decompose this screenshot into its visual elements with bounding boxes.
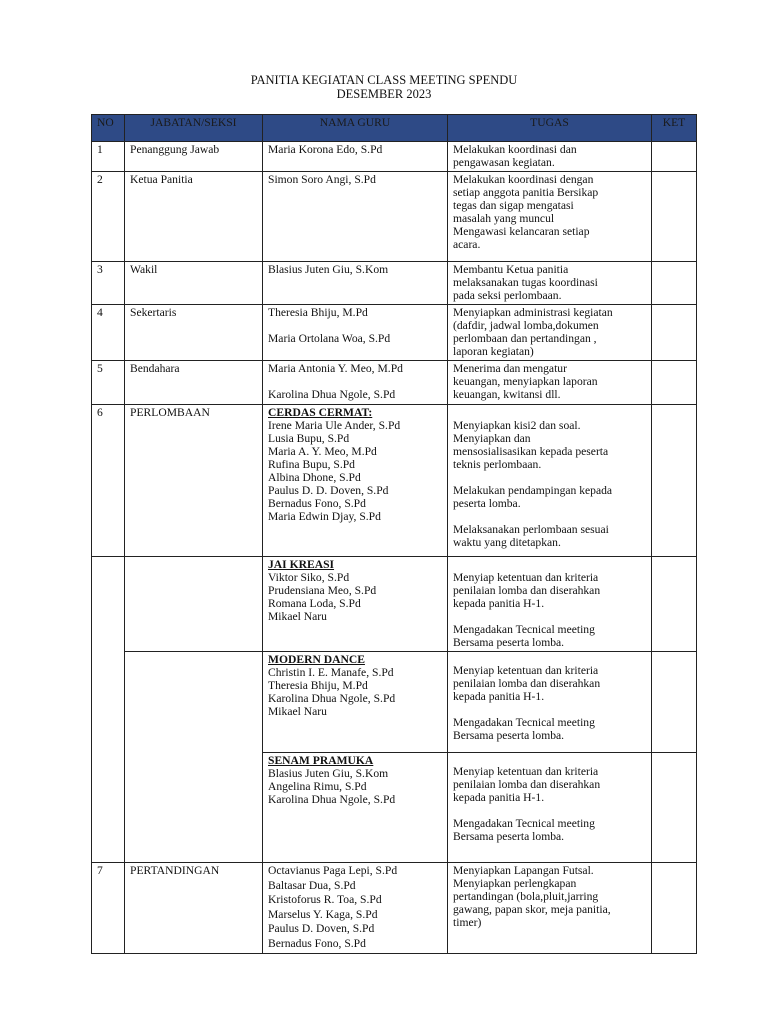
task-line: Menyiap ketentuan dan kriteria <box>453 571 599 584</box>
task-line: melaksanakan tugas koordinasi <box>453 276 598 289</box>
row-tasks <box>448 652 652 753</box>
header-tugas: TUGAS <box>448 115 652 142</box>
task-line: mensosialisasikan kepada peserta <box>453 445 609 458</box>
table-row <box>92 863 697 954</box>
teacher-name: Paulus D. D. Doven, S.Pd <box>268 484 389 497</box>
row-no: 6 <box>92 405 125 557</box>
header-ket: KET <box>652 115 697 142</box>
teacher-name: Viktor Siko, S.Pd <box>268 571 350 584</box>
task-line: Bersama peserta lomba. <box>453 729 565 742</box>
table-row <box>92 172 697 262</box>
task-line: kepada panitia H-1. <box>453 597 545 610</box>
row-ket <box>652 557 697 652</box>
task-line: Membantu Ketua panitia <box>453 263 569 276</box>
row-tasks <box>448 262 652 305</box>
row-ket <box>652 652 697 753</box>
row-ket <box>652 753 697 863</box>
row-tasks <box>448 142 652 172</box>
document-title: PANITIA KEGIATAN CLASS MEETING SPENDU <box>250 73 518 87</box>
teacher-name: Marselus Y. Kaga, S.Pd <box>268 907 378 921</box>
row-tasks <box>448 405 652 557</box>
task-line: Mengadakan Tecnical meeting <box>453 817 595 830</box>
task-line: (dafdir, jadwal lomba,dokumen <box>453 319 599 332</box>
teacher-name: Mikael Naru <box>268 610 327 623</box>
row-names <box>263 753 448 863</box>
teacher-name: Prudensiana Meo, S.Pd <box>268 584 377 597</box>
teacher-name: Blasius Juten Giu, S.Kom <box>268 263 389 276</box>
table-row <box>92 361 697 405</box>
teacher-name: Blasius Juten Giu, S.Kom <box>268 767 389 780</box>
table-row <box>92 557 697 652</box>
task-line: Menyiapkan Lapangan Futsal. <box>453 864 594 877</box>
task-line: setiap anggota panitia Bersikap <box>453 186 599 199</box>
header-nama-guru: NAMA GURU <box>263 115 448 142</box>
row-no-empty <box>92 753 125 863</box>
teacher-name: Mikael Naru <box>268 705 327 718</box>
task-line: kepada panitia H-1. <box>453 690 545 703</box>
teacher-name: Karolina Dhua Ngole, S.Pd <box>268 388 396 401</box>
task-line: laporan kegiatan) <box>453 345 534 358</box>
teacher-name: Maria Antonia Y. Meo, M.Pd <box>268 362 403 375</box>
table-row <box>92 753 697 863</box>
teacher-name: Baltasar Dua, S.Pd <box>268 878 356 892</box>
teacher-name: Rufina Bupu, S.Pd <box>268 458 355 471</box>
task-line: Menerima dan mengatur <box>453 362 567 375</box>
table-row <box>92 652 697 753</box>
row-role: Wakil <box>125 262 263 305</box>
row-role: PERTANDINGAN <box>125 863 263 954</box>
task-line: Menyiapkan kisi2 dan soal. <box>453 419 581 432</box>
task-line: masalah yang muncul <box>453 212 555 225</box>
teacher-name: Bernadus Fono, S.Pd <box>268 936 366 950</box>
task-line: pertandingan (bola,pluit,jarring <box>453 890 599 903</box>
row-role-empty <box>125 652 263 753</box>
teacher-name: Theresia Bhiju, M.Pd <box>268 679 368 692</box>
row-names <box>263 172 448 262</box>
row-no-empty <box>92 557 125 652</box>
row-role-empty <box>125 753 263 863</box>
row-tasks <box>448 361 652 405</box>
table-row <box>92 262 697 305</box>
task-line: Bersama peserta lomba. <box>453 636 565 649</box>
row-no: 5 <box>92 361 125 405</box>
task-line: Menyiap ketentuan dan kriteria <box>453 765 599 778</box>
row-no: 2 <box>92 172 125 262</box>
group-heading: CERDAS CERMAT: <box>268 406 373 419</box>
task-line: Menyiapkan administrasi kegiatan <box>453 306 613 319</box>
group-heading: JAI KREASI <box>268 558 335 571</box>
row-ket <box>652 172 697 262</box>
teacher-name: Albina Dhone, S.Pd <box>268 471 361 484</box>
task-line: Mengadakan Tecnical meeting <box>453 716 595 729</box>
row-role: Sekertaris <box>125 305 263 361</box>
teacher-name: Paulus D. Doven, S.Pd <box>268 922 375 935</box>
teacher-name: Kristoforus R. Toa, S.Pd <box>268 893 382 906</box>
row-role: Bendahara <box>125 361 263 405</box>
teacher-name: Octavianus Paga Lepi, S.Pd <box>268 864 398 877</box>
row-no: 1 <box>92 142 125 172</box>
group-heading: MODERN DANCE <box>268 653 365 666</box>
teacher-name: Karolina Dhua Ngole, S.Pd <box>268 793 396 806</box>
row-no: 3 <box>92 262 125 305</box>
row-names <box>263 142 448 172</box>
task-line: Mengadakan Tecnical meeting <box>453 623 595 636</box>
row-ket <box>652 863 697 954</box>
teacher-name: Christin I. E. Manafe, S.Pd <box>268 666 394 679</box>
row-ket <box>652 305 697 361</box>
table-header-row <box>92 115 697 142</box>
row-role-empty <box>125 557 263 652</box>
row-tasks <box>448 305 652 361</box>
teacher-name: Karolina Dhua Ngole, S.Pd <box>268 692 396 705</box>
task-line: Menyiap ketentuan dan kriteria <box>453 664 599 677</box>
task-line: Mengawasi kelancaran setiap <box>453 225 590 238</box>
row-names <box>263 262 448 305</box>
row-tasks <box>448 863 652 954</box>
row-role: Penanggung Jawab <box>125 142 263 172</box>
task-line: teknis perlombaan. <box>453 458 542 471</box>
row-tasks <box>448 172 652 262</box>
row-names <box>263 652 448 753</box>
teacher-name: Lusia Bupu, S.Pd <box>268 432 350 445</box>
committee-table <box>91 114 697 954</box>
row-names <box>263 305 448 361</box>
teacher-name: Bernadus Fono, S.Pd <box>268 497 366 510</box>
header-jabatan: JABATAN/SEKSI <box>125 115 263 142</box>
task-line: tegas dan sigap mengatasi <box>453 199 574 212</box>
teacher-name: Angelina Rimu, S.Pd <box>268 780 367 793</box>
row-no: 7 <box>92 863 125 954</box>
teacher-name: Simon Soro Angi, S.Pd <box>268 173 376 186</box>
task-line: Menyiapkan perlengkapan <box>453 877 577 890</box>
document-subtitle: DESEMBER 2023 <box>336 87 432 101</box>
task-line: pengawasan kegiatan. <box>453 156 555 169</box>
row-role: Ketua Panitia <box>125 172 263 262</box>
teacher-name: Maria Ortolana Woa, S.Pd <box>268 332 391 345</box>
teacher-name: Romana Loda, S.Pd <box>268 597 361 610</box>
group-heading: SENAM PRAMUKA <box>268 754 374 767</box>
row-ket <box>652 361 697 405</box>
task-line: gawang, papan skor, meja panitia, <box>453 903 611 916</box>
teacher-name: Maria A. Y. Meo, M.Pd <box>268 445 377 458</box>
teacher-name: Theresia Bhiju, M.Pd <box>268 306 368 319</box>
task-line: penilaian lomba dan diserahkan <box>453 677 601 690</box>
task-line: penilaian lomba dan diserahkan <box>453 778 601 791</box>
task-line: peserta lomba. <box>453 497 521 510</box>
table-row <box>92 405 697 557</box>
header-no: NO <box>92 115 125 142</box>
task-line: Melaksanakan perlombaan sesuai <box>453 523 609 536</box>
teacher-name: Maria Korona Edo, S.Pd <box>268 143 383 156</box>
row-ket <box>652 405 697 557</box>
row-ket <box>652 142 697 172</box>
task-line: pada seksi perlombaan. <box>453 289 562 302</box>
task-line: waktu yang ditetapkan. <box>453 536 561 549</box>
row-no: 4 <box>92 305 125 361</box>
row-names <box>263 361 448 405</box>
row-no-empty <box>92 652 125 753</box>
task-line: Melakukan koordinasi dan <box>453 143 577 156</box>
task-line: Melakukan koordinasi dengan <box>453 173 594 186</box>
task-line: acara. <box>453 238 481 251</box>
row-names <box>263 863 448 954</box>
task-line: perlombaan dan pertandingan , <box>453 332 597 345</box>
task-line: timer) <box>453 916 482 929</box>
teacher-name: Maria Edwin Djay, S.Pd <box>268 510 381 523</box>
task-line: keuangan, kwitansi dll. <box>453 388 561 401</box>
row-names <box>263 557 448 652</box>
row-role: PERLOMBAAN <box>125 405 263 557</box>
task-line: Menyiapkan dan <box>453 432 531 445</box>
task-line: keuangan, menyiapkan laporan <box>453 375 598 388</box>
row-names <box>263 405 448 557</box>
task-line: penilaian lomba dan diserahkan <box>453 584 601 597</box>
row-tasks <box>448 557 652 652</box>
row-ket <box>652 262 697 305</box>
table-row <box>92 305 697 361</box>
teacher-name: Irene Maria Ule Ander, S.Pd <box>268 419 401 432</box>
task-line: Bersama peserta lomba. <box>453 830 565 843</box>
task-line: kepada panitia H-1. <box>453 791 545 804</box>
table-row <box>92 142 697 172</box>
row-tasks <box>448 753 652 863</box>
task-line: Melakukan pendampingan kepada <box>453 484 613 497</box>
